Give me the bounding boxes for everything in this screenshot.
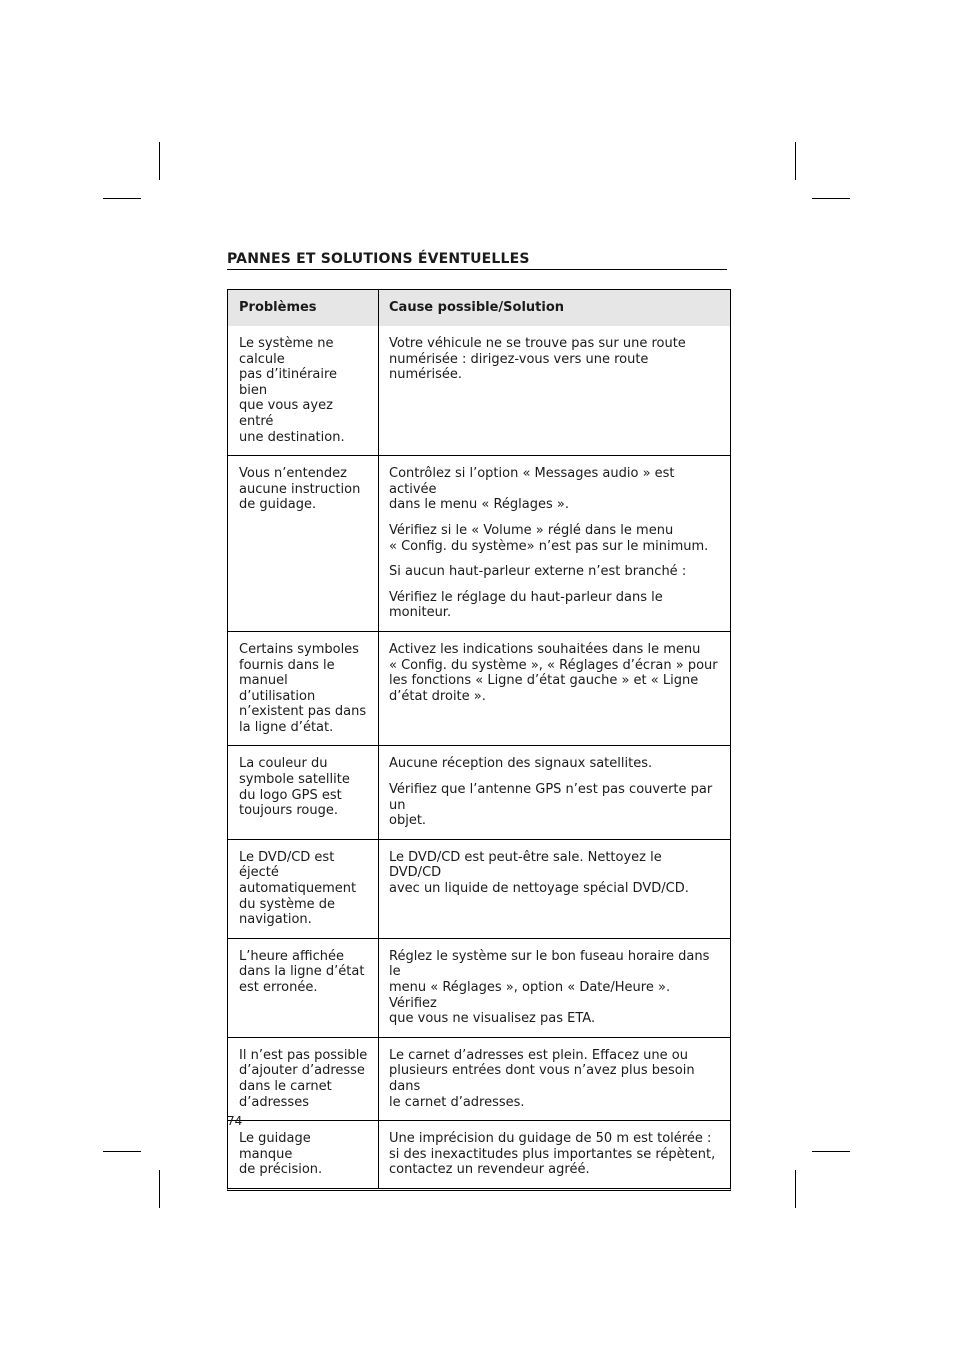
crop-mark-bottom-right-horizontal	[812, 1151, 850, 1152]
crop-mark-bottom-left-vertical	[159, 1170, 160, 1208]
problem-cell	[228, 1038, 379, 1120]
troubleshooting-table	[227, 289, 731, 1191]
table-row	[228, 326, 730, 455]
table-row	[228, 1037, 730, 1120]
problem-text: La couleur du symbole satellite du logo GPS est toujours rouge.	[239, 756, 350, 819]
table-row	[228, 839, 730, 938]
solution-paragraph: Vérifiez que l’antenne GPS n’est pas couverte par un objet.	[389, 782, 713, 829]
solution-paragraph: Aucune réception des signaux satellites.	[389, 756, 653, 772]
solution-cell	[379, 1038, 730, 1120]
solution-cell	[379, 326, 730, 455]
problem-cell	[228, 746, 379, 838]
problem-cell	[228, 456, 379, 631]
crop-mark-top-left-horizontal	[103, 198, 141, 199]
problem-text: Certains symboles fournis dans le manuel d’utilisation n’existent pas dans la ligne d’état.	[239, 641, 367, 735]
problem-text: Vous n’entendez aucune instruction de guidage.	[239, 466, 361, 513]
problem-cell	[228, 1121, 379, 1188]
table-row	[228, 455, 730, 631]
crop-mark-bottom-left-horizontal	[103, 1151, 141, 1152]
problem-cell	[228, 939, 379, 1037]
solution-paragraph: Une imprécision du guidage de 50 m est tolérée : si des inexactitudes plus importantes se répètent, contactez un revendeur agréé.	[389, 1131, 716, 1178]
page-number: 74	[227, 1114, 243, 1128]
problem-text: Le système ne calcule pas d’itinéraire bien que vous ayez entré une destination.	[239, 336, 345, 445]
solution-cell	[379, 939, 730, 1037]
table-row	[228, 745, 730, 838]
header-problems: Problèmes	[228, 290, 379, 326]
table-row	[228, 631, 730, 746]
solution-paragraph: Vérifiez le réglage du haut-parleur dans le moniteur.	[389, 589, 663, 621]
table-row	[228, 1120, 730, 1188]
solution-paragraph: Si aucun haut-parleur externe n’est branché :	[389, 564, 687, 580]
table-header-row	[228, 290, 730, 326]
solution-paragraph: Réglez le système sur le bon fuseau horaire dans le menu « Réglages », option « Date/Heure ». Vérifiez que vous ne visualisez pas ETA.	[389, 948, 710, 1027]
problem-text: L’heure affichée dans la ligne d’état est erronée.	[239, 948, 365, 995]
solution-cell	[379, 1121, 730, 1188]
problem-text: Il n’est pas possible d’ajouter d’adresse dans le carnet d’adresses	[239, 1047, 368, 1110]
solution-cell	[379, 840, 730, 938]
problem-cell	[228, 840, 379, 938]
crop-mark-bottom-right-vertical	[795, 1170, 796, 1208]
header-solution: Cause possible/Solution	[389, 300, 565, 315]
solution-paragraph: Votre véhicule ne se trouve pas sur une route numérisée : dirigez-vous vers une route numérisée.	[389, 336, 686, 383]
solution-paragraph: Le carnet d’adresses est plein. Effacez une ou plusieurs entrées dont vous n’avez plus besoin dans le carnet d’adresses.	[389, 1047, 695, 1110]
table-body	[228, 326, 730, 1188]
problem-cell	[228, 326, 379, 455]
problem-text: Le guidage manque de précision.	[239, 1131, 323, 1178]
crop-mark-top-left-vertical	[159, 142, 160, 180]
solution-cell	[379, 456, 730, 631]
solution-cell	[379, 746, 730, 838]
solution-cell	[379, 632, 730, 746]
crop-mark-top-right-vertical	[795, 142, 796, 180]
solution-paragraph: Contrôlez si l’option « Messages audio » est activée dans le menu « Réglages ».	[389, 466, 675, 513]
crop-mark-top-right-horizontal	[812, 198, 850, 199]
problem-text: Le DVD/CD est éjecté automatiquement du système de navigation.	[239, 849, 357, 928]
problem-cell	[228, 632, 379, 746]
table-row	[228, 938, 730, 1037]
solution-paragraph: Le DVD/CD est peut-être sale. Nettoyez le DVD/CD avec un liquide de nettoyage spécial DVD/CD.	[389, 849, 689, 897]
section-title: PANNES ET SOLUTIONS ÉVENTUELLES	[227, 251, 727, 270]
solution-paragraph: Vérifiez si le « Volume » réglé dans le menu « Config. du système» n’est pas sur le minimum.	[389, 522, 709, 554]
solution-paragraph: Activez les indications souhaitées dans le menu « Config. du système », « Réglages d’écran » pour les fonctions « Ligne d’état gauche » et « Ligne d’état droite ».	[389, 641, 718, 704]
